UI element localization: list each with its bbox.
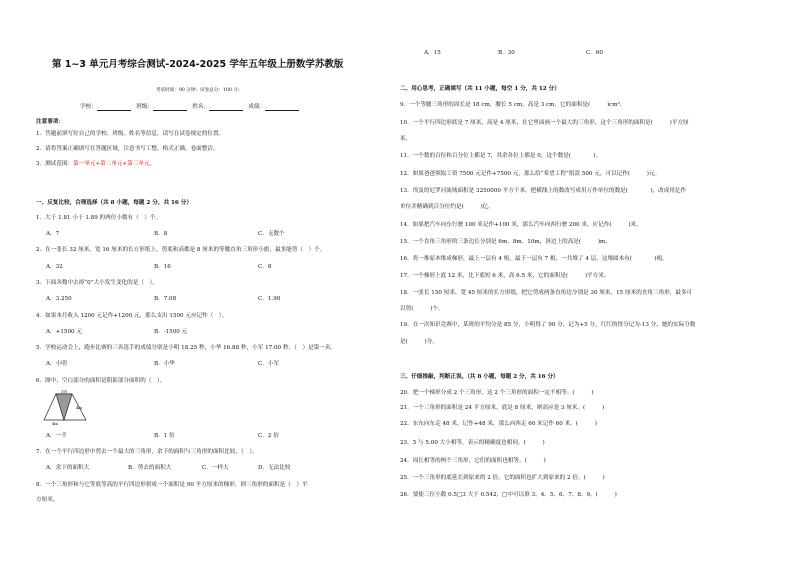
question-15: 15．一个直角三角形的三条边长分别是 6m、8m、10m，斜边上的高是( )m。 bbox=[400, 239, 611, 245]
note-3 bbox=[36, 161, 155, 168]
question-5: 5．学校运动会上，跑步比赛的三名选手的成绩分别是小明 18.25 秒，小华 16.88 秒，小军 17.00 秒。（ ）是第一名。 bbox=[36, 345, 337, 351]
question-13-cont: 单位并精确到百分位约是( )亿。 bbox=[400, 204, 494, 210]
question-6: 6．图中，空白部分的面积是阴影部分面积的（ ）。 bbox=[36, 378, 166, 384]
question-3: 3．下面各数中去掉“0”大小发生变化的是（ ）。 bbox=[36, 280, 158, 286]
q2-option-c[interactable]: C．8 bbox=[258, 264, 272, 270]
q5-option-b[interactable]: B．小华 bbox=[154, 361, 175, 367]
q4-option-a[interactable]: A．+1500 元 bbox=[46, 329, 82, 335]
question-14: 14．如果把汽车向东行驶 100 米记作+100 米，那么汽车向西行驶 200 米，应记作( )米。 bbox=[400, 222, 642, 228]
q7-option-c[interactable]: C．一样大 bbox=[202, 465, 229, 471]
question-21: 21．一个三角形的面积是 24 平方厘米，底是 8 厘米，则高应是 3 厘米。( ) bbox=[400, 405, 605, 411]
fig-mid-label: 4m bbox=[76, 405, 83, 410]
q6-option-b[interactable]: B．1 倍 bbox=[154, 433, 175, 439]
question-8-cont: 方厘米。 bbox=[36, 497, 59, 503]
question-24: 24．周长相等的两个三角形，它们的面积也相等。( ) bbox=[400, 458, 546, 464]
q5-option-a[interactable]: A．小明 bbox=[46, 361, 67, 367]
section-3-heading: 三、仔细推敲，判断正误。（共 8 小题，每题 2 分，共 16 分） bbox=[400, 374, 559, 380]
question-11: 11．一个数的百位和百分位上都是 7，其余各位上都是 0，这个数是( )。 bbox=[400, 153, 602, 159]
class-label: 班级： bbox=[136, 104, 153, 110]
note-1: 1．答题前填写好自己的学校、班级、姓名等信息，请写在试卷规定的位置。 bbox=[36, 131, 225, 137]
section-1-heading: 一、反复比较，合理选择（共 8 小题，每题 2 分，共 16 分） bbox=[36, 200, 192, 206]
note-2: 2．请将答案正确填写在答题区域，注意书写工整，格式正确，卷面整洁。 bbox=[36, 146, 219, 152]
question-2: 2．在一张长 32 厘米，宽 16 厘米的长方形纸上，剪底和高都是 8 厘米的等腰直角三角形小旗，最多能剪（ ）个。 bbox=[36, 247, 326, 253]
question-10-cont: 米。 bbox=[400, 136, 412, 142]
q1-option-a[interactable]: A．7 bbox=[46, 231, 60, 237]
q4-option-b[interactable]: B．-1500 元 bbox=[154, 329, 188, 335]
school-label: 学校： bbox=[80, 104, 97, 110]
school-blank[interactable] bbox=[97, 104, 131, 111]
question-19-cont: 是( )分。 bbox=[400, 339, 438, 345]
q8-option-c[interactable]: C．60 bbox=[586, 50, 603, 56]
q7-option-b[interactable]: B．剪去的面积大 bbox=[128, 465, 172, 471]
q3-option-c[interactable]: C．1.90 bbox=[258, 296, 281, 302]
question-8: 8．一个三角形和与它等底等高的平行四边形拼成一个面积是 90 平方厘米的梯形，则三角形的面积是（ ）平 bbox=[36, 482, 308, 488]
page-title: 第 1~3 单元月考综合测试-2024-2025 学年五年级上册数学苏教版 bbox=[52, 59, 344, 70]
question-18: 18．一张长 150 厘米、宽 45 厘米的长方形纸，把它剪成两条直角边分别是 30 厘米、15 厘米的直角三角形，最多可 bbox=[400, 290, 693, 296]
question-19: 19．在一次知识竞赛中，某班的平均分是 85 分，小明得了 90 分，记为+5 分，红红的得分记为-13 分，她的实际分数 bbox=[400, 322, 696, 328]
question-17: 17．一个梯形上底 12 米，比下底短 6 米，高 6.5 米，它的面积是( )平方米。 bbox=[400, 273, 610, 279]
question-12: 12．如果爸爸领取工资 7500 元记作+7500 元，那么给“希望工程”捐款 500 元，可以记作( )元。 bbox=[400, 171, 661, 177]
score-label: 成绩： bbox=[248, 104, 266, 110]
q7-option-a[interactable]: A．余下的面积大 bbox=[46, 465, 90, 471]
question-25: 25．一个三角形的底延长到原来的 2 倍，它的面积也扩大到原来的 2 倍。( ) bbox=[400, 475, 605, 481]
score-blank[interactable] bbox=[265, 104, 299, 111]
question-22: 22．东东向东走 48 米，记作+48 米，那么向西走 60 米记作 60 米。( ) bbox=[400, 421, 597, 427]
name-blank[interactable] bbox=[209, 104, 243, 111]
question-7: 7．在一个平行四边形中剪去一个最大的三角形，余下的面积与三角形的面积比较，（ ）。 bbox=[36, 449, 258, 455]
question-13: 13．埃及的尼罗河流域面积是 3250000 平方千米，把横线上的数改写成用万作单位的数是( )，改成用亿作 bbox=[400, 188, 687, 194]
q1-option-c[interactable]: C．无数个 bbox=[258, 231, 285, 237]
q6-option-c[interactable]: C．2 倍 bbox=[258, 433, 279, 439]
fig-bottom-label: 4m bbox=[52, 421, 59, 426]
question-10: 10．一个平行四边形底是 7 厘米，高是 4 厘米，在它里面画一个最大的三角形，这个三角形的面积是( )平方厘 bbox=[400, 120, 689, 126]
section-2-heading: 二、用心思考，正确填写（共 11 小题，每空 1 分，共 12 分） bbox=[400, 86, 560, 92]
question-4: 4．如果本月收入 1200 元记作+1200 元，那么支出 1500 元应记作（ ）。 bbox=[36, 313, 228, 319]
q3-option-a[interactable]: A．3.250 bbox=[46, 296, 72, 302]
note-3-prefix: 3．测试范围： bbox=[36, 161, 74, 167]
q7-option-d[interactable]: D．无法比较 bbox=[258, 465, 291, 471]
q2-option-b[interactable]: B．16 bbox=[154, 264, 171, 270]
name-label: 姓名： bbox=[192, 104, 210, 110]
student-fields bbox=[80, 104, 299, 111]
q6-option-a[interactable]: A．一半 bbox=[46, 433, 67, 439]
q1-option-b[interactable]: B．8 bbox=[154, 231, 168, 237]
question-26: 26．要使三位小数 0.5□3 大于 0.542，□中可以填 3、4、5、6、7、8、9。( ) bbox=[400, 492, 617, 498]
exam-info: 考试时间：90 分钟；试卷总分：100 分； bbox=[156, 88, 243, 93]
note-3-range: 第一单元+第二单元+第三单元。 bbox=[73, 161, 156, 167]
q2-option-a[interactable]: A．32 bbox=[46, 264, 63, 270]
q6-trapezoid-figure bbox=[42, 388, 92, 426]
q3-option-b[interactable]: B．7.08 bbox=[154, 296, 177, 302]
question-23: 23．5 与 5.00 大小相等，表示的精确度也相同。( ) bbox=[400, 440, 545, 446]
q8-option-b[interactable]: B．30 bbox=[498, 50, 515, 56]
class-blank[interactable] bbox=[153, 104, 187, 111]
question-18-cont: 以剪( )个。 bbox=[400, 306, 444, 312]
fig-top-label: 2m bbox=[60, 388, 68, 394]
q8-option-a[interactable]: A．15 bbox=[424, 50, 441, 56]
q5-option-c[interactable]: C．小军 bbox=[258, 361, 280, 367]
notes-title: 注意事项： bbox=[36, 119, 64, 125]
question-1: 1．大于 1.81 小于 1.89 的两位小数有（ ）个。 bbox=[36, 215, 162, 221]
question-9: 9．一个等腰三角形的周长是 18 cm，腰长 5 cm，高是 3 cm，它的面积是( )cm². bbox=[400, 102, 622, 108]
question-16: 16．将一堆原木堆成梯形，最上一层有 4 根，最下一层有 7 根，一共堆了 4 层，这堆圆木有( )根。 bbox=[400, 256, 668, 262]
question-20: 20．把一个梯形分成 2 个三角形，这 2 个三角形的面积一定不相等。( ) bbox=[400, 390, 594, 396]
